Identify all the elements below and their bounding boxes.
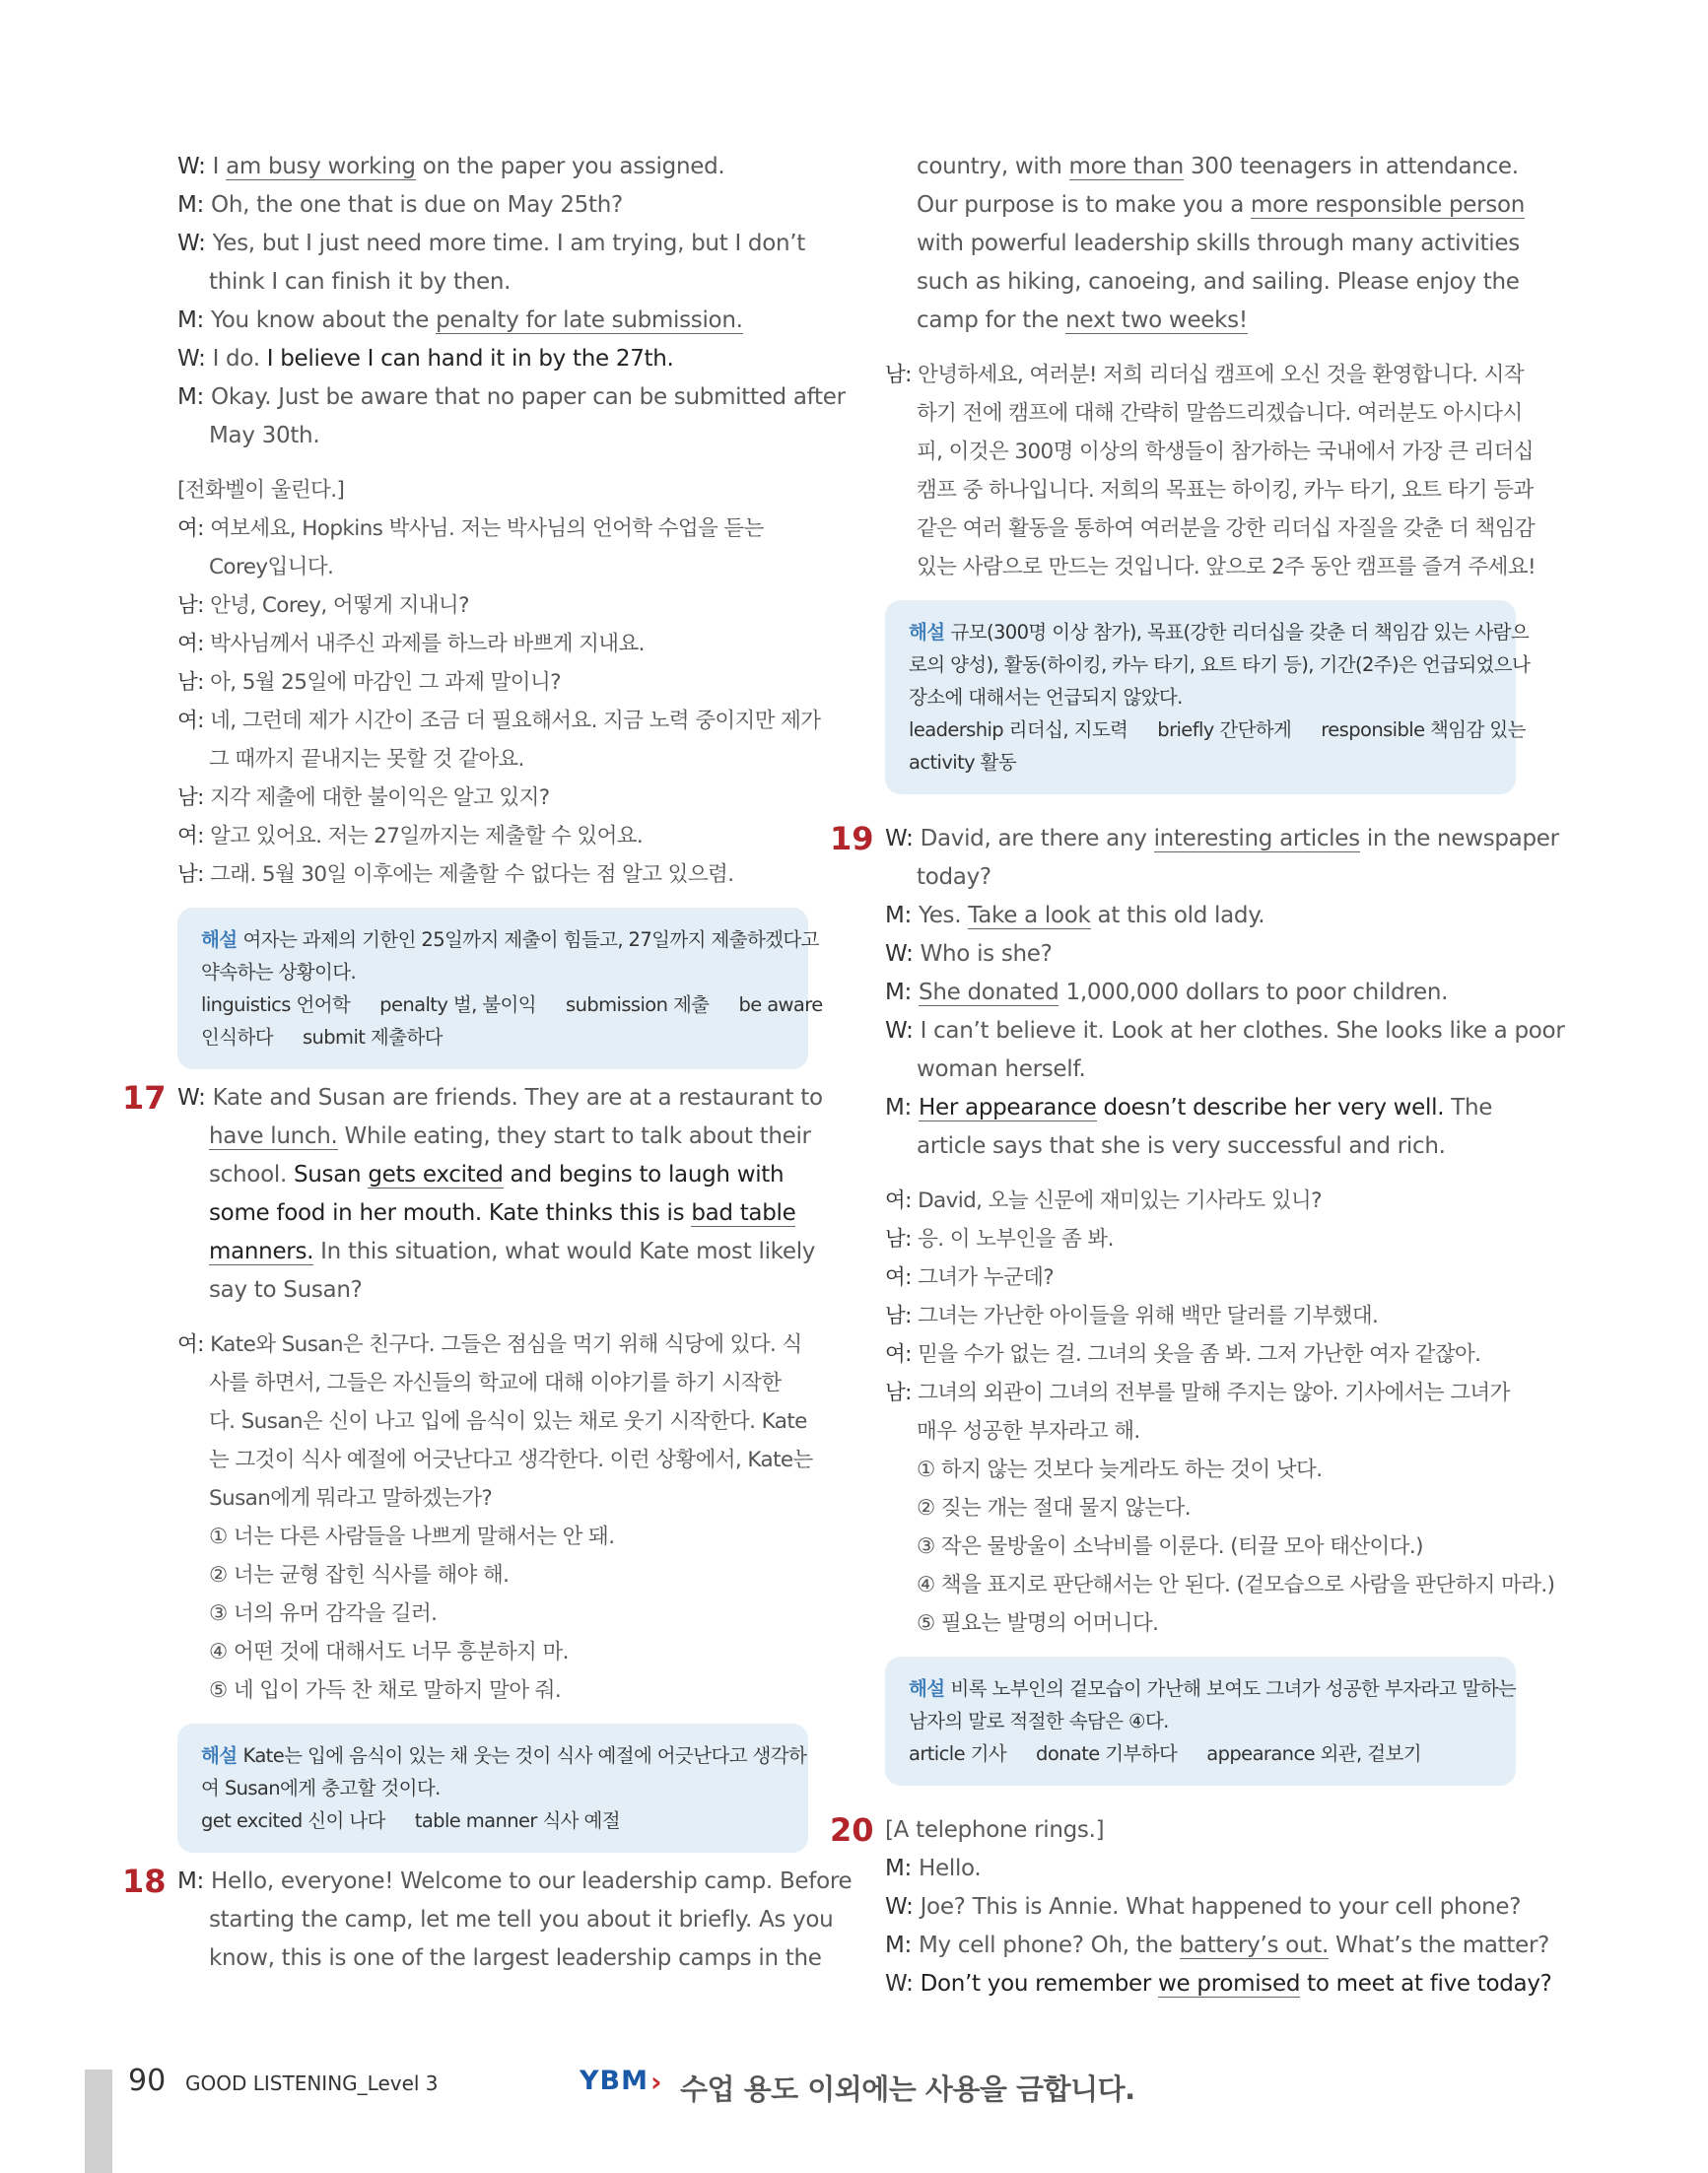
- speaker-label: W:: [177, 231, 206, 256]
- explanation-tag: 해설: [909, 621, 945, 644]
- text-line: [885, 1335, 1516, 1374]
- book-title: GOOD LISTENING_Level 3: [185, 2071, 439, 2095]
- text-segment: 피, 이것은 300명 이상의 학생들이 참가하는 국내에서 가장 큰 리더십: [917, 440, 1534, 464]
- dialogue-16-english: [177, 148, 846, 455]
- text-segment: In this situation, what would Kate most likely: [313, 1239, 816, 1264]
- text-line: [885, 1927, 1550, 1965]
- text-segment: I can’t believe it. Look at her clothes. She looks like a poor: [920, 1018, 1565, 1044]
- speaker-label: M:: [177, 1868, 204, 1894]
- text-segment: today?: [917, 864, 991, 890]
- explanation-box-19: [885, 1657, 1516, 1786]
- text-segment: some food in her mouth. Kate thinks this is: [209, 1200, 692, 1226]
- question-17-korean: [177, 1325, 813, 1710]
- speaker-label: 여:: [885, 1342, 912, 1367]
- explanation-box-16: [177, 908, 823, 1069]
- speaker-label: W:: [177, 154, 206, 179]
- text-segment: David, are there any: [920, 826, 1154, 851]
- explanation-text: 비록 노부인의 겉모습이 가난해 보여도 그녀가 성공한 부자라고 말하는: [950, 1677, 1517, 1700]
- text-line: [885, 1811, 1516, 1850]
- underlined-phrase: we promised: [1158, 1971, 1301, 1997]
- text-line: [885, 1089, 1516, 1127]
- text-segment: ② 짖는 개는 절대 물지 않는다.: [917, 1496, 1191, 1521]
- text-segment: 응. 이 노부인을 좀 봐.: [918, 1227, 1114, 1252]
- text-line: [885, 1604, 1516, 1643]
- explanation-line: [201, 923, 819, 956]
- speaker-label: 여:: [177, 632, 204, 656]
- text-segment: What’s the matter?: [1328, 1933, 1550, 1958]
- text-segment: 있는 사람으로 만드는 것입니다. 앞으로 2주 동안 캠프를 즐겨 주세요!: [917, 555, 1537, 579]
- explanation-text: 약속하는 상황이다.: [201, 961, 357, 984]
- speaker-label: 남:: [885, 1227, 912, 1252]
- text-segment: at this old lady.: [1090, 903, 1265, 928]
- question-20: [830, 1811, 1552, 2003]
- text-line: [885, 1297, 1516, 1335]
- speaker-label: 남:: [177, 785, 204, 810]
- text-line: [885, 1182, 1516, 1220]
- speaker-label: W:: [885, 941, 914, 967]
- text-segment: [전화벨이 울린다.]: [177, 478, 345, 503]
- vocab-line: [201, 988, 823, 1021]
- text-line: [177, 1595, 808, 1633]
- text-line: [885, 1258, 1516, 1297]
- speaker-label: M:: [177, 307, 204, 333]
- text-line: [885, 1566, 1555, 1604]
- question-18-korean: [885, 356, 1537, 586]
- underlined-phrase: more than: [1068, 154, 1184, 179]
- speaker-label: 남:: [177, 670, 204, 695]
- vocab-item: 인식하다: [201, 1026, 273, 1049]
- underlined-phrase: next two weeks!: [1065, 307, 1248, 333]
- speaker-label: M:: [885, 1095, 912, 1120]
- underlined-phrase: bad table: [691, 1200, 796, 1226]
- question-20-english: [885, 1811, 1552, 2003]
- text-segment: 그녀의 외관이 그녀의 전부를 말해 주지는 않아. 기사에서는 그녀가: [918, 1381, 1510, 1405]
- text-line: [885, 1451, 1516, 1489]
- text-segment: with powerful leadership skills through many activities: [917, 231, 1520, 256]
- text-segment: 지각 제출에 대한 불이익은 알고 있지?: [210, 785, 550, 810]
- text-line: [177, 548, 808, 586]
- text-line: [885, 263, 1520, 302]
- text-line: [885, 1051, 1516, 1089]
- underlined-phrase: interesting articles: [1153, 826, 1360, 851]
- underlined-phrase: am busy working: [226, 154, 416, 179]
- vocab-item: article 기사: [909, 1742, 1007, 1765]
- explanation-text: 남자의 말로 적절한 속담은 ④다.: [909, 1710, 1169, 1732]
- text-segment: think I can finish it by then.: [209, 269, 512, 295]
- text-segment: The: [1444, 1095, 1493, 1120]
- text-segment: ③ 너의 유머 감각을 길러.: [209, 1601, 438, 1626]
- text-line: [885, 1850, 1516, 1888]
- text-line: [885, 548, 1537, 586]
- text-segment: 는 그것이 식사 예절에 어긋난다고 생각한다. 이런 상황에서, Kate는: [209, 1448, 813, 1472]
- explanation-tag: 해설: [201, 928, 238, 951]
- speaker-label: W:: [885, 1971, 914, 1997]
- speaker-label: 여:: [885, 1188, 912, 1213]
- text-segment: Don’t you remember: [920, 1971, 1159, 1997]
- text-line: [177, 1325, 808, 1364]
- text-segment: My cell phone? Oh, the: [919, 1933, 1180, 1958]
- text-line: [177, 509, 808, 548]
- text-line: [177, 1118, 811, 1156]
- text-segment: Hello.: [919, 1856, 982, 1881]
- text-line: [177, 1671, 808, 1710]
- question-number: 20: [830, 1811, 874, 1849]
- text-segment: in the newspaper: [1359, 826, 1559, 851]
- speaker-label: 여:: [177, 1332, 204, 1357]
- text-segment: ④ 책을 표지로 판단해서는 안 된다. (겉모습으로 사람을 판단하지 마라.): [917, 1573, 1555, 1597]
- text-line: [885, 1528, 1516, 1566]
- vocab-item: activity 활동: [909, 751, 1017, 774]
- text-segment: ③ 작은 물방울이 소낙비를 이룬다. (티끌 모아 태산이다.): [917, 1534, 1423, 1559]
- text-segment: ① 너는 다른 사람들을 나쁘게 말해서는 안 돼.: [209, 1525, 615, 1549]
- text-line: [885, 974, 1516, 1012]
- explanation-line: [909, 681, 1492, 713]
- text-segment: Corey입니다.: [209, 555, 334, 579]
- text-segment: 그래. 5월 30일 이후에는 제출할 수 없다는 점 알고 있으렴.: [210, 862, 734, 887]
- text-segment: 그 때까지 끝내지는 못할 것 같아요.: [209, 747, 524, 772]
- explanation-text: 여 Susan에게 충고할 것이다.: [201, 1777, 441, 1800]
- text-line: [177, 740, 808, 779]
- question-18-english-continued: [885, 148, 1526, 340]
- underlined-phrase: gets excited: [368, 1162, 504, 1188]
- vocab-line: [909, 713, 1526, 746]
- text-line: [885, 471, 1534, 509]
- text-line: [885, 509, 1536, 548]
- vocab-item: appearance 외관, 겉보기: [1206, 1742, 1421, 1765]
- text-line: [177, 586, 808, 625]
- text-segment: Joe? This is Annie. What happened to your cell phone?: [920, 1894, 1522, 1920]
- question-number: 18: [122, 1863, 167, 1900]
- text-segment: school.: [209, 1162, 294, 1188]
- text-line: [885, 302, 1516, 340]
- text-segment: country, with: [917, 154, 1069, 179]
- text-line: [885, 148, 1519, 186]
- text-segment: 여보세요, Hopkins 박사님. 저는 박사님의 언어학 수업을 듣는: [210, 516, 764, 541]
- text-line: [177, 702, 821, 740]
- text-segment: ① 하지 않는 것보다 늦게라도 하는 것이 낫다.: [917, 1458, 1323, 1482]
- text-line: [177, 471, 808, 509]
- explanation-text: 로의 양성), 활동(하이킹, 카누 타기, 요트 타기 등), 기간(2주)은 언급되었으나: [909, 653, 1531, 676]
- text-line: [177, 855, 808, 894]
- text-line: [885, 1965, 1552, 2003]
- text-line: [177, 378, 846, 417]
- text-line: [177, 1863, 853, 1901]
- explanation-line: [909, 616, 1530, 648]
- text-segment: I believe I can hand it in by the 27th.: [266, 346, 674, 372]
- vocab-item: be aware: [738, 993, 823, 1016]
- vocab-item: submit 제출하다: [302, 1026, 443, 1049]
- text-segment: 하기 전에 캠프에 대해 간략히 말씀드리겠습니다. 여러분도 아시다시: [917, 401, 1523, 426]
- vocab-item: table manner 식사 예절: [414, 1809, 620, 1832]
- text-line: [885, 433, 1534, 471]
- footer-side-bar: [85, 2070, 112, 2173]
- explanation-box-18: [885, 600, 1531, 794]
- text-segment: and begins to laugh with: [503, 1162, 785, 1188]
- explanation-text: Kate는 입에 음식이 있는 채 웃는 것이 식사 예절에 어긋난다고 생각하: [242, 1744, 807, 1767]
- text-line: [177, 302, 808, 340]
- question-18-english: [177, 1863, 853, 1978]
- vocab-line: [201, 1021, 785, 1053]
- text-line: [177, 1233, 816, 1271]
- underlined-phrase: Her appearance: [919, 1095, 1097, 1120]
- question-17: [122, 1079, 823, 1710]
- text-segment: 매우 성공한 부자라고 해.: [917, 1419, 1140, 1444]
- explanation-text: 규모(300명 이상 참가), 목표(강한 리더십을 갖춘 더 책임감 있는 사람으: [950, 621, 1530, 644]
- text-segment: Susan에게 뭐라고 말하겠는가?: [209, 1486, 493, 1511]
- text-line: [885, 356, 1524, 394]
- text-segment: 믿을 수가 없는 걸. 그녀의 옷을 좀 봐. 그저 가난한 여자 같잖아.: [918, 1342, 1481, 1367]
- text-segment: 1,000,000 dollars to poor children.: [1059, 980, 1449, 1005]
- underlined-phrase: battery’s out.: [1179, 1933, 1329, 1958]
- text-segment: article says that she is very successful and rich.: [917, 1133, 1446, 1159]
- speaker-label: 여:: [177, 709, 204, 733]
- text-segment: I do.: [212, 346, 267, 372]
- speaker-label: M:: [177, 192, 204, 218]
- text-segment: camp for the: [917, 307, 1066, 333]
- text-line: [885, 897, 1516, 935]
- text-segment: say to Susan?: [209, 1277, 363, 1303]
- speaker-label: 여:: [177, 516, 204, 541]
- question-18: [122, 1863, 853, 1978]
- explanation-box-17: [177, 1724, 808, 1853]
- text-segment: 안녕하세요, 여러분! 저희 리더십 캠프에 오신 것을 환영합니다. 시작: [918, 363, 1524, 387]
- text-line: [885, 1127, 1516, 1166]
- vocab-item: briefly 간단하게: [1157, 718, 1292, 741]
- text-segment: You know about the: [211, 307, 437, 333]
- text-segment: Yes, but I just need more time. I am trying, but I don’t: [212, 231, 806, 256]
- text-segment: 네, 그런데 제가 시간이 조금 더 필요해서요. 지금 노력 중이지만 제가: [210, 709, 821, 733]
- text-segment: 알고 있어요. 저는 27일까지는 제출할 수 있어요.: [210, 824, 644, 849]
- text-segment: 같은 여러 활동을 통하여 여러분을 강한 리더십 자질을 갖춘 더 책임감: [917, 516, 1536, 541]
- text-segment: ⑤ 필요는 발명의 어머니다.: [917, 1611, 1159, 1636]
- text-segment: 그녀가 누군데?: [918, 1265, 1055, 1290]
- speaker-label: 남:: [885, 363, 912, 387]
- vocab-item: penalty 벌, 불이익: [379, 993, 537, 1016]
- explanation-line: [201, 1739, 807, 1772]
- text-segment: such as hiking, canoeing, and sailing. Please enjoy the: [917, 269, 1520, 295]
- text-segment: 다. Susan은 신이 나고 입에 음식이 있는 채로 웃기 시작한다. Kate: [209, 1409, 807, 1434]
- vocab-line: [909, 746, 1492, 779]
- explanation-tag: 해설: [909, 1677, 945, 1700]
- speaker-label: 남:: [177, 593, 204, 618]
- right-column: [830, 148, 1565, 2003]
- text-line: [177, 1479, 808, 1518]
- question-17-english: [177, 1079, 823, 1310]
- vocab-line: [201, 1804, 785, 1837]
- speaker-label: W:: [885, 1894, 914, 1920]
- text-line: [885, 225, 1520, 263]
- question-number: 17: [122, 1079, 167, 1117]
- text-line: [177, 1556, 808, 1595]
- explanation-line: [909, 1672, 1517, 1705]
- underlined-phrase: Take a look: [968, 903, 1091, 928]
- text-segment: Who is she?: [920, 941, 1053, 967]
- text-segment: 안녕, Corey, 어떻게 지내니?: [210, 593, 469, 618]
- speaker-label: M:: [177, 384, 204, 410]
- text-segment: Hello, everyone! Welcome to our leadership camp. Before: [211, 1868, 853, 1894]
- text-line: [177, 663, 808, 702]
- text-line: [177, 1194, 808, 1233]
- text-line: [177, 1939, 822, 1978]
- text-segment: ⑤ 네 입이 가득 찬 채로 말하지 말아 줘.: [209, 1678, 562, 1703]
- text-line: [177, 1271, 808, 1310]
- text-line: [177, 417, 808, 455]
- brand-logo: YBM: [580, 2066, 649, 2096]
- speaker-label: W:: [885, 826, 914, 851]
- text-segment: to meet at five today?: [1300, 1971, 1552, 1997]
- speaker-label: M:: [885, 1933, 912, 1958]
- text-line: [885, 1012, 1565, 1051]
- vocab-line: [909, 1737, 1492, 1770]
- text-line: [177, 186, 808, 225]
- text-line: [177, 340, 808, 378]
- text-line: [177, 263, 808, 302]
- text-segment: ② 너는 균형 잡힌 식사를 해야 해.: [209, 1563, 510, 1588]
- text-line: [177, 1518, 808, 1556]
- text-line: [177, 1633, 808, 1671]
- text-line: [177, 1156, 808, 1194]
- text-line: [177, 625, 808, 663]
- text-segment: starting the camp, let me tell you about it briefly. As you: [209, 1907, 834, 1933]
- vocab-item: submission 제출: [566, 993, 710, 1016]
- text-line: [885, 1888, 1522, 1927]
- text-segment: While eating, they start to talk about their: [337, 1123, 811, 1149]
- text-segment: 박사님께서 내주신 과제를 하느라 바쁘게 지내요.: [210, 632, 645, 656]
- text-segment: 사를 하면서, 그들은 자신들의 학교에 대해 이야기를 하기 시작한: [209, 1371, 782, 1395]
- speaker-label: M:: [885, 903, 912, 928]
- text-segment: doesn’t describe her very well.: [1096, 1095, 1445, 1120]
- text-segment: I: [212, 154, 227, 179]
- text-segment: May 30th.: [209, 423, 320, 448]
- vocab-item: donate 기부하다: [1036, 1742, 1178, 1765]
- text-line: [177, 1441, 813, 1479]
- underlined-phrase: more responsible person: [1251, 192, 1526, 218]
- text-segment: on the paper you assigned.: [415, 154, 725, 179]
- speaker-label: M:: [885, 980, 912, 1005]
- text-segment: Kate and Susan are friends. They are at a restaurant to: [212, 1085, 823, 1111]
- page-number: 90: [128, 2064, 167, 2098]
- text-line: [885, 858, 1516, 897]
- explanation-tag: 해설: [201, 1744, 238, 1767]
- explanation-text: 장소에 대해서는 언급되지 않았다.: [909, 686, 1183, 709]
- text-segment: 그녀는 가난한 아이들을 위해 백만 달러를 기부했대.: [918, 1304, 1379, 1328]
- text-segment: David, 오늘 신문에 재미있는 기사라도 있니?: [918, 1188, 1322, 1213]
- explanation-text: 여자는 과제의 기한인 25일까지 제출이 힘들고, 27일까지 제출하겠다고: [242, 928, 819, 951]
- text-segment: 아, 5월 25일에 마감인 그 과제 말이니?: [210, 670, 561, 695]
- text-line: [885, 186, 1526, 225]
- dialogue-16-korean: [177, 471, 821, 894]
- question-19-english: [885, 820, 1565, 1166]
- text-line: [177, 225, 808, 263]
- explanation-line: [201, 1772, 785, 1804]
- speaker-label: 여:: [885, 1265, 912, 1290]
- text-line: [885, 1489, 1516, 1528]
- chevron-right-icon: ›: [650, 2066, 662, 2098]
- text-line: [885, 935, 1516, 974]
- text-segment: know, this is one of the largest leadership camps in the: [209, 1945, 822, 1971]
- text-segment: Yes.: [919, 903, 969, 928]
- text-segment: 캠프 중 하나입니다. 저희의 목표는 하이킹, 카누 타기, 요트 타기 등과: [917, 478, 1534, 503]
- text-line: [177, 1079, 823, 1118]
- text-line: [177, 1901, 834, 1939]
- underlined-phrase: have lunch.: [209, 1123, 338, 1149]
- text-segment: woman herself.: [917, 1056, 1086, 1082]
- text-segment: Oh, the one that is due on May 25th?: [211, 192, 623, 218]
- underlined-phrase: penalty for late submission.: [436, 307, 743, 333]
- question-number: 19: [830, 820, 874, 857]
- text-segment: Our purpose is to make you a: [917, 192, 1252, 218]
- speaker-label: M:: [885, 1856, 912, 1881]
- speaker-label: W:: [885, 1018, 914, 1044]
- text-line: [177, 817, 808, 855]
- question-19: [830, 820, 1565, 1643]
- text-segment: ④ 어떤 것에 대해서도 너무 흥분하지 마.: [209, 1640, 569, 1664]
- footer-notice: 수업 용도 이외에는 사용을 금합니다.: [680, 2072, 1135, 2106]
- text-line: [885, 820, 1559, 858]
- text-segment: [A telephone rings.]: [885, 1817, 1105, 1843]
- text-line: [885, 1412, 1516, 1451]
- vocab-item: leadership 리더십, 지도력: [909, 718, 1128, 741]
- text-segment: Susan: [293, 1162, 369, 1188]
- text-line: [885, 1374, 1516, 1412]
- question-19-korean: [885, 1182, 1555, 1643]
- text-segment: Okay. Just be aware that no paper can be submitted after: [211, 384, 846, 410]
- text-line: [885, 1220, 1516, 1258]
- text-line: [177, 148, 808, 186]
- speaker-label: 남:: [885, 1381, 912, 1405]
- vocab-item: get excited 신이 나다: [201, 1809, 385, 1832]
- underlined-phrase: She donated: [919, 980, 1059, 1005]
- speaker-label: W:: [177, 346, 206, 372]
- text-line: [885, 394, 1523, 433]
- text-segment: Kate와 Susan은 친구다. 그들은 점심을 먹기 위해 식당에 있다. 식: [210, 1332, 802, 1357]
- explanation-line: [909, 648, 1531, 681]
- speaker-label: 남:: [885, 1304, 912, 1328]
- text-segment: 300 teenagers in attendance.: [1183, 154, 1519, 179]
- speaker-label: 여:: [177, 824, 204, 849]
- text-line: [177, 1402, 808, 1441]
- vocab-item: responsible 책임감 있는: [1321, 718, 1526, 741]
- speaker-label: W:: [177, 1085, 206, 1111]
- underlined-phrase: manners.: [209, 1239, 314, 1264]
- speaker-label: 남:: [177, 862, 204, 887]
- text-line: [177, 779, 808, 817]
- explanation-line: [909, 1705, 1492, 1737]
- text-line: [177, 1364, 808, 1402]
- vocab-item: linguistics 언어학: [201, 993, 351, 1016]
- explanation-line: [201, 956, 785, 988]
